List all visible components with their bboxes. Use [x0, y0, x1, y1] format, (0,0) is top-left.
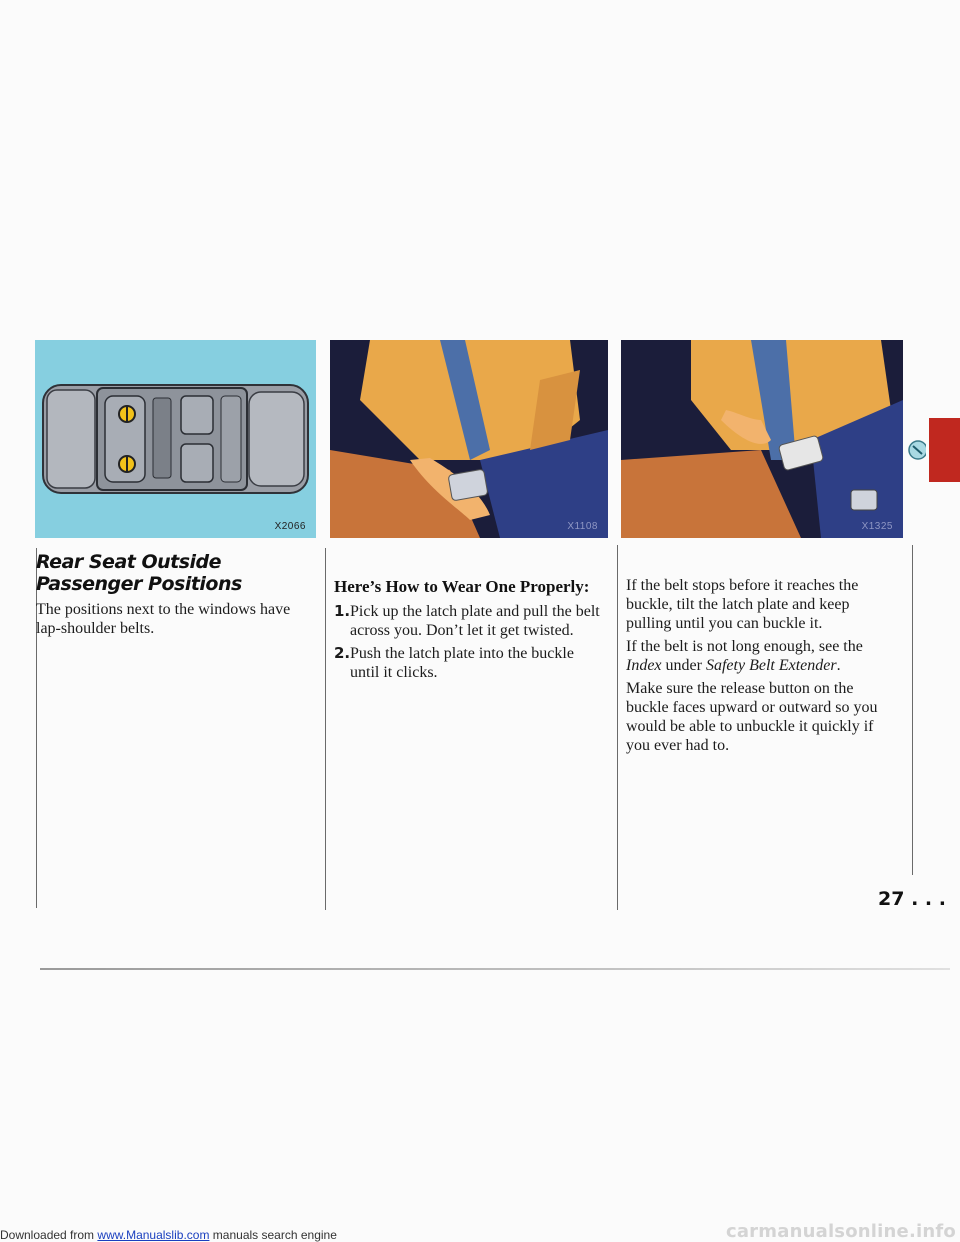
- latch-pull-illustration: [330, 340, 608, 538]
- car-top-view-illustration: [35, 340, 316, 538]
- page-number: 27 . . .: [878, 888, 946, 910]
- column-rule-mid-right: [617, 545, 618, 910]
- tip-paragraph: Make sure the release button on the buckle faces upward or outward so you would be able to unbuckle it quickly if you ever had to.: [626, 680, 878, 754]
- step-text: Push the latch plate into the buckle until it clicks.: [350, 645, 574, 681]
- latch-buckle-illustration: [621, 340, 903, 538]
- step-number: 2.: [334, 644, 351, 662]
- section-body: The positions next to the windows have lap-shoulder belts.: [36, 601, 291, 637]
- step-number: 1.: [334, 602, 351, 620]
- tip-text: .: [836, 657, 841, 674]
- seatbelt-section-icon: [906, 436, 926, 464]
- tip-paragraph-extender: [626, 637, 898, 675]
- tip-paragraph: If the belt stops before it reaches the buckle, tilt the latch plate and keep pulling until you can buckle it.: [626, 577, 859, 632]
- steps-heading: Here’s How to Wear One Properly:: [334, 577, 590, 596]
- figure-latch-pull: [330, 340, 608, 538]
- footer-divider: [40, 968, 950, 970]
- figure-code: X1108: [567, 521, 598, 532]
- extender-reference: Safety Belt Extender: [705, 657, 837, 674]
- figure-code: X2066: [274, 521, 306, 532]
- step-text: Pick up the latch plate and pull the belt across you. Don’t let it get twisted.: [350, 603, 600, 639]
- watermark: carmanualsonline.info: [725, 1221, 956, 1242]
- figure-code: X1325: [861, 521, 893, 532]
- tips-column: [626, 576, 898, 759]
- steps-list: [334, 602, 604, 686]
- section-heading: Rear Seat Outside Passenger Positions: [36, 551, 242, 595]
- column-rule-right: [912, 545, 913, 875]
- figure-latch-buckle: [621, 340, 903, 538]
- index-reference: Index: [626, 657, 662, 674]
- manualslib-link[interactable]: www.Manualslib.com: [97, 1228, 210, 1242]
- section-tab: [929, 418, 960, 482]
- download-footer: [0, 1228, 337, 1242]
- list-item: [334, 644, 604, 682]
- list-item: [334, 602, 604, 640]
- footer-suffix: manuals search engine: [212, 1228, 337, 1242]
- tip-text: under: [665, 657, 702, 674]
- tip-text: If the belt is not long enough, see the: [626, 638, 863, 655]
- footer-prefix: Downloaded from: [0, 1228, 95, 1242]
- figure-car-top-view: [35, 340, 316, 538]
- column-rule-mid-left: [325, 548, 326, 910]
